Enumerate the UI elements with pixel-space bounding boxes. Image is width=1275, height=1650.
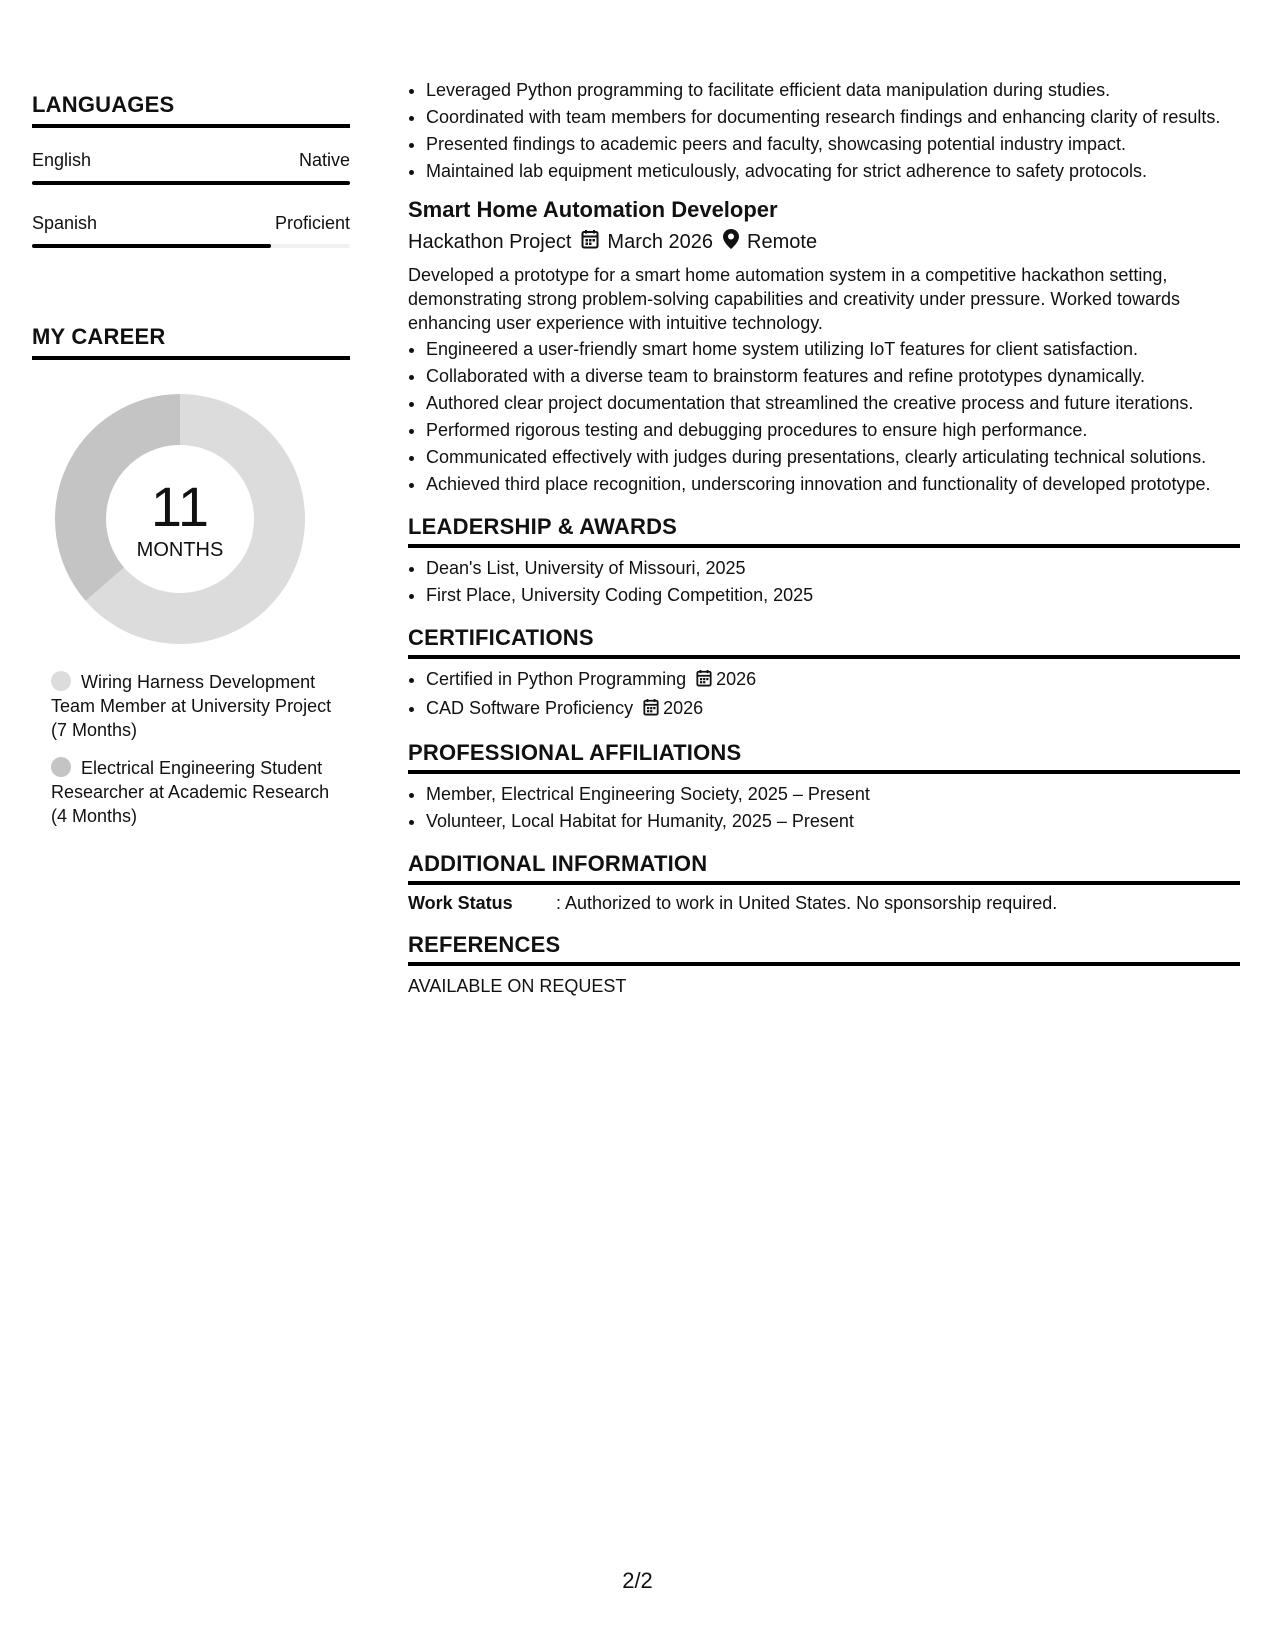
cert-name: Certified in Python Programming <box>426 669 687 689</box>
job-title: Smart Home Automation Developer <box>408 197 778 222</box>
page-number: 2/2 <box>622 1568 653 1593</box>
calendar-icon <box>643 698 659 722</box>
language-level: Proficient <box>274 213 350 233</box>
list-item: • Collaborated with a diverse team to brainstorm features and refine prototypes dynamically. <box>426 364 1240 388</box>
cert-year: 2026 <box>663 698 704 718</box>
legend-item <box>51 756 341 828</box>
job-description: Developed a prototype for a smart home automation system in a competitive hackathon setting, demonstrating strong problem-solving capabilities and creativity under pressure. Worked towards enhancing user experience with intuitive technology. <box>408 265 1181 333</box>
references-text: AVAILABLE ON REQUEST <box>408 976 627 996</box>
leadership-section <box>408 514 1240 607</box>
list-item: • Maintained lab equipment meticulously, advocating for strict adherence to safety protocols. <box>426 159 1240 183</box>
right-column <box>408 78 1240 997</box>
language-bar-fill <box>32 181 350 185</box>
list-item: • Performed rigorous testing and debugging procedures to ensure high performance. <box>426 418 1240 442</box>
job-meta <box>408 229 1240 255</box>
list-item: • Communicated effectively with judges during presentations, clearly articulating technical solutions. <box>426 445 1240 469</box>
list-item: • First Place, University Coding Competition, 2025 <box>426 583 1240 607</box>
career-legend <box>32 670 341 828</box>
additional-info-heading: ADDITIONAL INFORMATION <box>408 851 1240 885</box>
calendar-icon <box>696 669 712 693</box>
language-bar-track <box>32 181 350 185</box>
work-status-label: Work Status <box>408 893 513 913</box>
list-item: • Leveraged Python programming to facilitate efficient data manipulation during studies. <box>426 78 1240 102</box>
list-item: • Engineered a user-friendly smart home system utilizing IoT features for client satisfaction. <box>426 337 1240 361</box>
donut-center <box>55 394 305 644</box>
left-column <box>32 92 350 842</box>
cert-name: CAD Software Proficiency <box>426 698 634 718</box>
legend-dot <box>51 671 71 691</box>
list-item: • Coordinated with team members for documenting research findings and enhancing clarity of results. <box>426 105 1240 129</box>
legend-label: Electrical Engineering Student Researcher at Academic Research (4 Months) <box>51 758 330 826</box>
certifications-list <box>408 667 1240 722</box>
work-status-value: : Authorized to work in United States. No sponsorship required. <box>556 893 1058 913</box>
references-heading: REFERENCES <box>408 932 1240 966</box>
affiliations-heading: PROFESSIONAL AFFILIATIONS <box>408 740 1240 774</box>
work-status-row <box>408 893 1240 914</box>
affiliations-list <box>408 782 1240 833</box>
cert-year: 2026 <box>716 669 757 689</box>
calendar-icon <box>581 229 599 255</box>
legend-dot <box>51 757 71 777</box>
language-spanish <box>32 213 350 248</box>
certifications-section <box>408 625 1240 722</box>
list-item <box>426 667 1240 693</box>
list-item <box>426 696 1240 722</box>
legend-item <box>51 670 341 742</box>
job-organization: Hackathon Project <box>408 230 572 253</box>
job-bullets <box>408 337 1240 496</box>
list-item: • Achieved third place recognition, underscoring innovation and functionality of developed prototype. <box>426 472 1240 496</box>
list-item: • Volunteer, Local Habitat for Humanity, 2025 – Present <box>426 809 1240 833</box>
job-location: Remote <box>747 230 818 253</box>
references-section <box>408 932 1240 997</box>
career-total-unit: MONTHS <box>136 538 224 561</box>
list-item: • Presented findings to academic peers and faculty, showcasing potential industry impact. <box>426 132 1240 156</box>
previous-job-bullets <box>408 78 1240 183</box>
certifications-heading: CERTIFICATIONS <box>408 625 1240 659</box>
career-heading: MY CAREER <box>32 324 350 360</box>
language-english <box>32 150 350 185</box>
languages-heading: LANGUAGES <box>32 92 350 128</box>
list-item: • Dean's List, University of Missouri, 2025 <box>426 556 1240 580</box>
language-name: Spanish <box>32 213 98 233</box>
leadership-list <box>408 556 1240 607</box>
career-donut-chart <box>55 394 305 644</box>
job-date: March 2026 <box>607 230 714 253</box>
language-bar-fill <box>32 244 271 248</box>
leadership-heading: LEADERSHIP & AWARDS <box>408 514 1240 548</box>
language-level: Native <box>298 150 350 170</box>
language-name: English <box>32 150 92 170</box>
affiliations-section <box>408 740 1240 833</box>
additional-info-section <box>408 851 1240 914</box>
location-pin-icon <box>723 229 739 255</box>
list-item: • Authored clear project documentation that streamlined the creative process and future iterations. <box>426 391 1240 415</box>
legend-label: Wiring Harness Development Team Member at University Project (7 Months) <box>51 672 332 740</box>
career-total-number: 11 <box>150 474 210 538</box>
list-item: • Member, Electrical Engineering Society, 2025 – Present <box>426 782 1240 806</box>
language-bar-track <box>32 244 350 248</box>
